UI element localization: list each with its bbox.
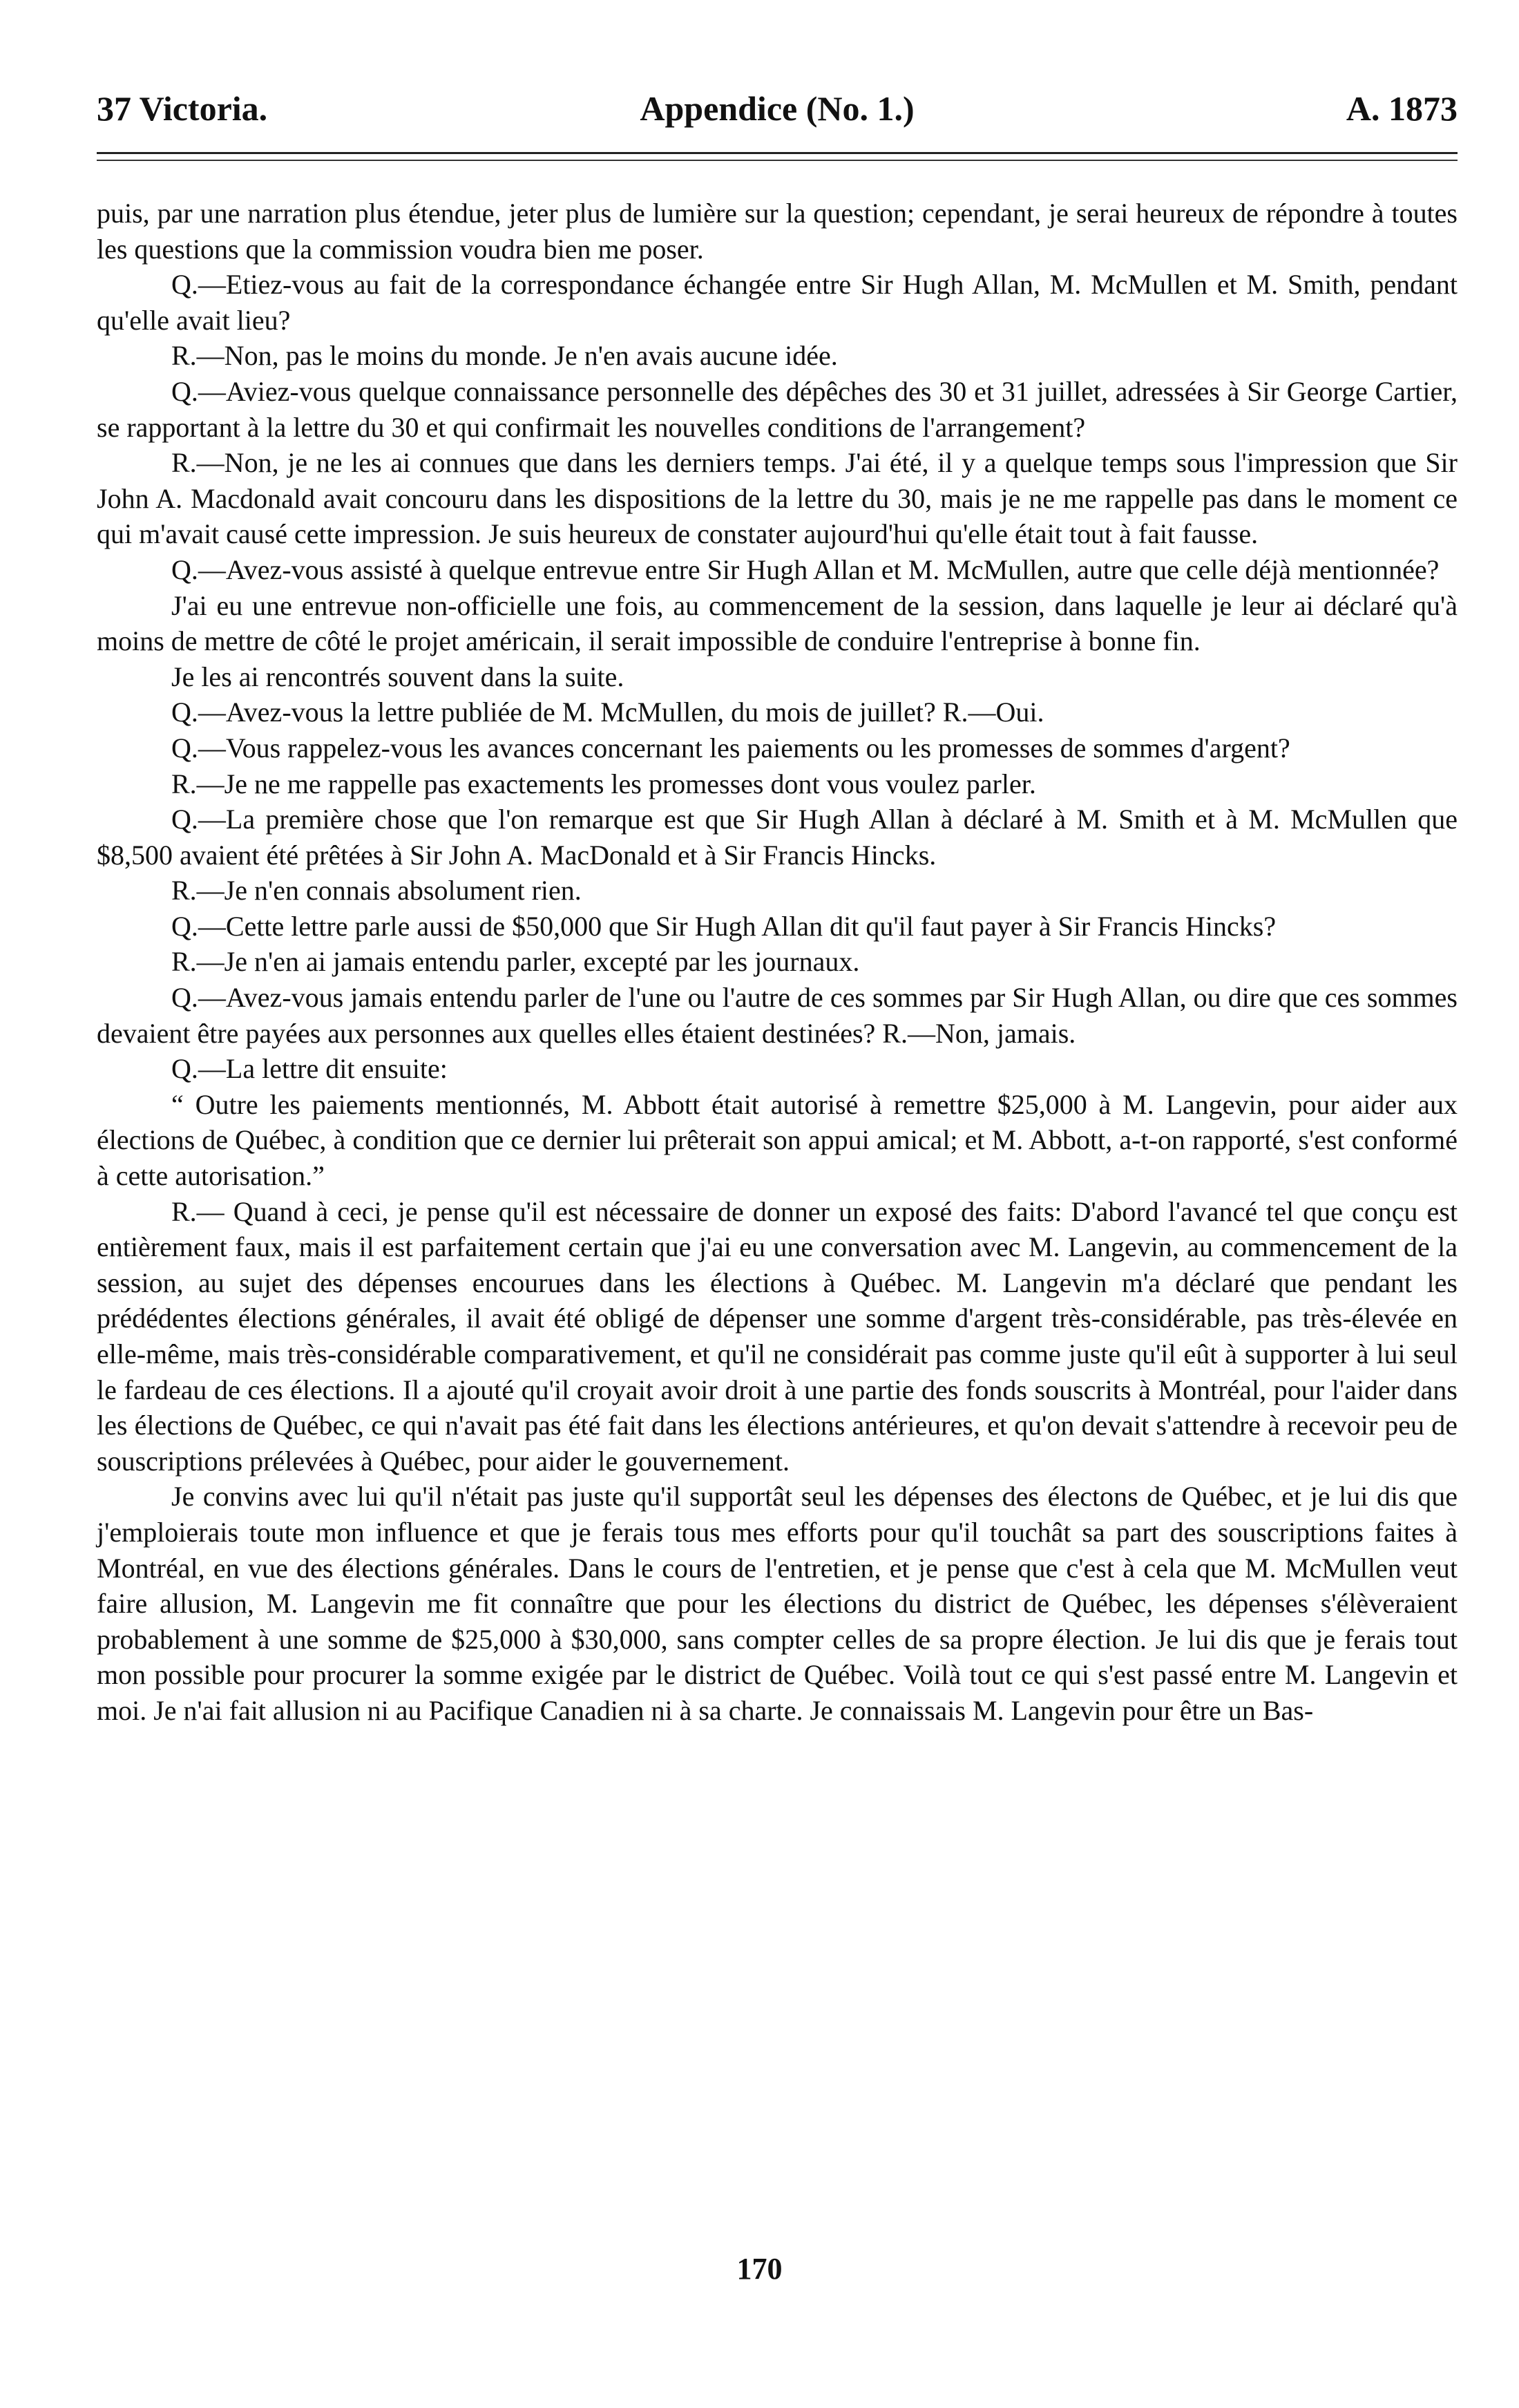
running-header: [97, 76, 1458, 138]
paragraph: Q.—Etiez-vous au fait de la correspondance échangée entre Sir Hugh Allan, M. McMullen et M. Smith, pendant qu'elle avait lieu?: [97, 269, 1458, 336]
paragraph: Q.—Avez-vous la lettre publiée de M. McMullen, du mois de juillet? R.—Oui.: [171, 696, 1044, 728]
body-text: [97, 196, 1458, 1729]
paragraph: Q.—Avez-vous jamais entendu parler de l'une ou l'autre de ces sommes par Sir Hugh Allan, ou dire que ces sommes devaient être payées aux personnes aux quelles elles étaient destinées? R.—Non, jamais.: [97, 982, 1458, 1049]
paragraph: puis, par une narration plus étendue, jeter plus de lumière sur la question; cependant, je serai heureux de répondre à toutes les questions que la commission voudra bien me poser.: [97, 198, 1458, 265]
header-volume: 37 Victoria.: [97, 89, 268, 128]
paragraph: Q.—Cette lettre parle aussi de $50,000 que Sir Hugh Allan dit qu'il faut payer à Sir Francis Hincks?: [171, 910, 1277, 942]
page-number: 170: [736, 2252, 783, 2286]
paragraph: R.—Non, je ne les ai connues que dans les derniers temps. J'ai été, il y a quelque temps sous l'impression que Sir John A. Macdonald avait concouru dans les dispositions de la lettre du 30, mais je ne me rappelle pas dans le moment ce qui m'avait causé cette impression. Je suis heureux de constater aujourd'hui qu'elle était tout à fait fausse.: [97, 447, 1458, 550]
header-year: A. 1873: [1346, 89, 1458, 128]
paragraph: R.—Je ne me rappelle pas exactements les promesses dont vous voulez parler.: [171, 768, 1036, 799]
paragraph: Q.—Aviez-vous quelque connaissance personnelle des dépêches des 30 et 31 juillet, adressées à Sir George Cartier, se rapportant à la lettre du 30 et qui confirmait les nouvelles conditions de l'arrangement?: [97, 375, 1458, 443]
document-page: [97, 76, 1458, 1729]
paragraph: R.—Je n'en connais absolument rien.: [171, 875, 582, 907]
paragraph: Q.—La lettre dit ensuite:: [171, 1053, 448, 1085]
paragraph: Q.—La première chose que l'on remarque est que Sir Hugh Allan à déclaré à M. Smith et à M. McMullen que $8,500 avaient été prêtées à Sir John A. MacDonald et à Sir Francis Hincks.: [97, 804, 1458, 871]
paragraph: Q.—Avez-vous assisté à quelque entrevue entre Sir Hugh Allan et M. McMullen, autre que celle déjà mentionnée?: [171, 553, 1440, 585]
header-rule: [97, 152, 1458, 154]
paragraph: J'ai eu une entrevue non-officielle une fois, au commencement de la session, dans laquelle je leur ai déclaré qu'à moins de mettre de côté le projet américain, il serait impossible de conduire l'entreprise à bonne fin.: [97, 589, 1458, 657]
paragraph: “ Outre les paiements mentionnés, M. Abbott était autorisé à remettre $25,000 à M. Langevin, pour aider aux élections de Québec, à condition que ce dernier lui prêterait son appui amical; et M. Abbott, a-t-on rapporté, s'est conformé à cette autorisation.”: [97, 1088, 1458, 1192]
paragraph: R.— Quand à ceci, je pense qu'il est nécessaire de donner un exposé des faits: D'abord l'avancé tel que conçu est entièrement faux, mais il est parfaitement certain que j'ai eu une conversation avec M. Langevin, au commencement de la session, au sujet des dépenses encourues dans les élections à Québec. M. Langevin m'a déclaré que pendant les prédédentes élections générales, il avait été obligé de dépenser une somme d'argent très-considérable, pas très-élevée en elle-même, mais très-considérable comparativement, et qu'il ne considérait pas comme juste qu'il eût à supporter à lui seul le fardeau de ces élections. Il a ajouté qu'il croyait avoir droit à une partie des fonds souscrits à Montréal, pour l'aider dans les élections de Québec, ce qui n'avait pas été fait dans les élections antérieures, et qu'on devait s'attendre à recevoir peu de souscriptions prélevées à Québec, pour aider le gouvernement.: [97, 1195, 1458, 1477]
paragraph: R.—Je n'en ai jamais entendu parler, excepté par les journaux.: [171, 946, 860, 978]
paragraph: Q.—Vous rappelez-vous les avances concernant les paiements ou les promesses de sommes d'argent?: [171, 732, 1290, 764]
paragraph: R.—Non, pas le moins du monde. Je n'en avais aucune idée.: [171, 340, 838, 372]
header-rule-secondary: [97, 160, 1458, 161]
header-appendix: Appendice (No. 1.): [640, 89, 915, 128]
paragraph: Je convins avec lui qu'il n'était pas juste qu'il supportât seul les dépenses des électons de Québec, et je lui dis que j'emploierais toute mon influence et que je ferais tous mes efforts pour qu'il touchât sa part des souscriptions faites à Montréal, en vue des élections générales. Dans le cours de l'entretien, et je pense que c'est à cela que M. McMullen veut faire allusion, M. Langevin me fit connaître que pour les élections du district de Québec, les dépenses s'élèveraient probablement à une somme de $25,000 à $30,000, sans compter celles de sa propre élection. Je lui dis que je ferais tout mon possible pour procurer la somme exigée par le district de Québec. Voilà tout ce qui s'est passé entre M. Langevin et moi. Je n'ai fait allusion ni au Pacifique Canadien ni à sa charte. Je connaissais M. Langevin pour être un Bas-: [97, 1481, 1458, 1726]
paragraph: Je les ai rencontrés souvent dans la suite.: [171, 661, 624, 692]
